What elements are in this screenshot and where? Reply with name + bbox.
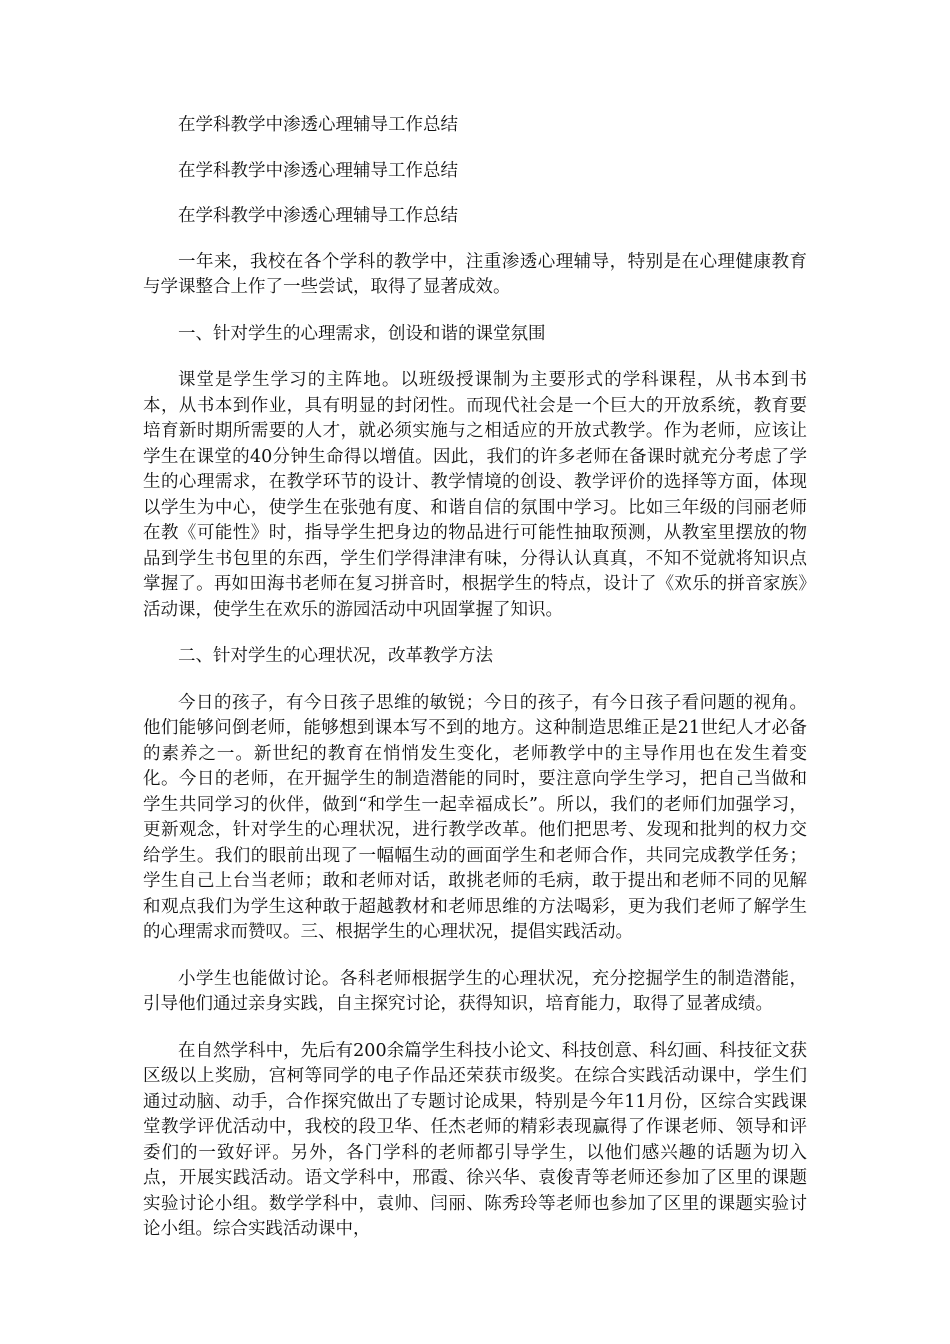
section-1-paragraph: 课堂是学生学习的主阵地。以班级授课制为主要形式的学科课程，从书本到书本，从书本到作业，具有明显的封闭性。而现代社会是一个巨大的开放系统，教育要培育新时期所需要的人才，就必须实施与之相适应的开放式教学。作为老师，应该让学生在课堂的40分钟生命得以增值。因此，我们的许多老师在备课时就充分考虑了学生的心理需求，在教学环节的设计、教学情境的创设、教学评价的选择等方面，体现以学生为中心，使学生在张弛有度、和谐自信的氛围中学习。比如三年级的闫丽老师在教《可能性》时，指导学生把身边的物品进行可能性抽取预测，从教室里摆放的物品到学生书包里的东西，学生们学得津津有味，分得认认真真，不知不觉就将知识点掌握了。再如田海书老师在复习拼音时，根据学生的特点，设计了《欢乐的拼音家族》活动课，使学生在欢乐的游园活动中巩固掌握了知识。 — [143, 370, 807, 620]
document-title-line: 在学科教学中渗透心理辅导工作总结 — [178, 160, 458, 181]
document-title-line: 在学科教学中渗透心理辅导工作总结 — [178, 115, 458, 135]
section-heading-1: 一、针对学生的心理需求，创设和谐的课堂氛围 — [178, 323, 546, 344]
section-3-detail-paragraph: 在自然学科中，先后有200余篇学生科技小论文、科技创意、科幻画、科技征文获区级以上奖励，宫柯等同学的电子作品还荣获市级奖。在综合实践活动课中，学生们通过动脑、动手，合作探究做出了专题讨论成果，特别是今年11月份，区综合实践课堂教学评优活动中，我校的段卫华、任杰老师的精彩表现赢得了作课老师、领导和评委们的一致好评。另外，各门学科的老师都引导学生，以他们感兴趣的话题为切入点，开展实践活动。语文学科中，邢霞、徐兴华、袁俊青等老师还参加了区里的课题实验讨论小组。数学学科中，袁帅、闫丽、陈秀玲等老师也参加了区里的课题实验讨论小组。综合实践活动课中， — [143, 1040, 807, 1239]
section-heading-2: 二、针对学生的心理状况，改革教学方法 — [178, 646, 493, 666]
document-body — [143, 113, 807, 1264]
document-title-line: 在学科教学中渗透心理辅导工作总结 — [178, 206, 458, 226]
section-2-paragraph: 今日的孩子，有今日孩子思维的敏锐；今日的孩子，有今日孩子看问题的视角。他们能够问倒老师，能够想到课本写不到的地方。这种制造思维正是21世纪人才必备的素养之一。新世纪的教育在悄悄发生变化，老师教学中的主导作用也在发生着变化。今日的老师，在开掘学生的制造潜能的同时，要注意向学生学习，把自己当做和学生共同学习的伙伴，做到“和学生一起幸福成长”。所以，我们的老师们加强学习，更新观念，针对学生的心理状况，进行教学改革。他们把思考、发现和批判的权力交给学生。我们的眼前出现了一幅幅生动的画面学生和老师合作，共同完成教学任务；学生自己上台当老师；敢和老师对话，敢挑老师的毛病，敢于提出和老师不同的见解和观点我们为学生这种敢于超越教材和老师思维的方法喝彩，更为我们老师了解学生的心理需求而赞叹。三、根据学生的心理状况，提倡实践活动。 — [143, 692, 807, 942]
intro-paragraph: 一年来，我校在各个学科的教学中，注重渗透心理辅导，特别是在心理健康教育与学课整合上作了一些尝试，取得了显著成效。 — [143, 251, 807, 297]
section-3-paragraph: 小学生也能做讨论。各科老师根据学生的心理状况，充分挖掘学生的制造潜能，引导他们通过亲身实践，自主探究讨论，获得知识，培育能力，取得了显著成绩。 — [143, 968, 807, 1014]
